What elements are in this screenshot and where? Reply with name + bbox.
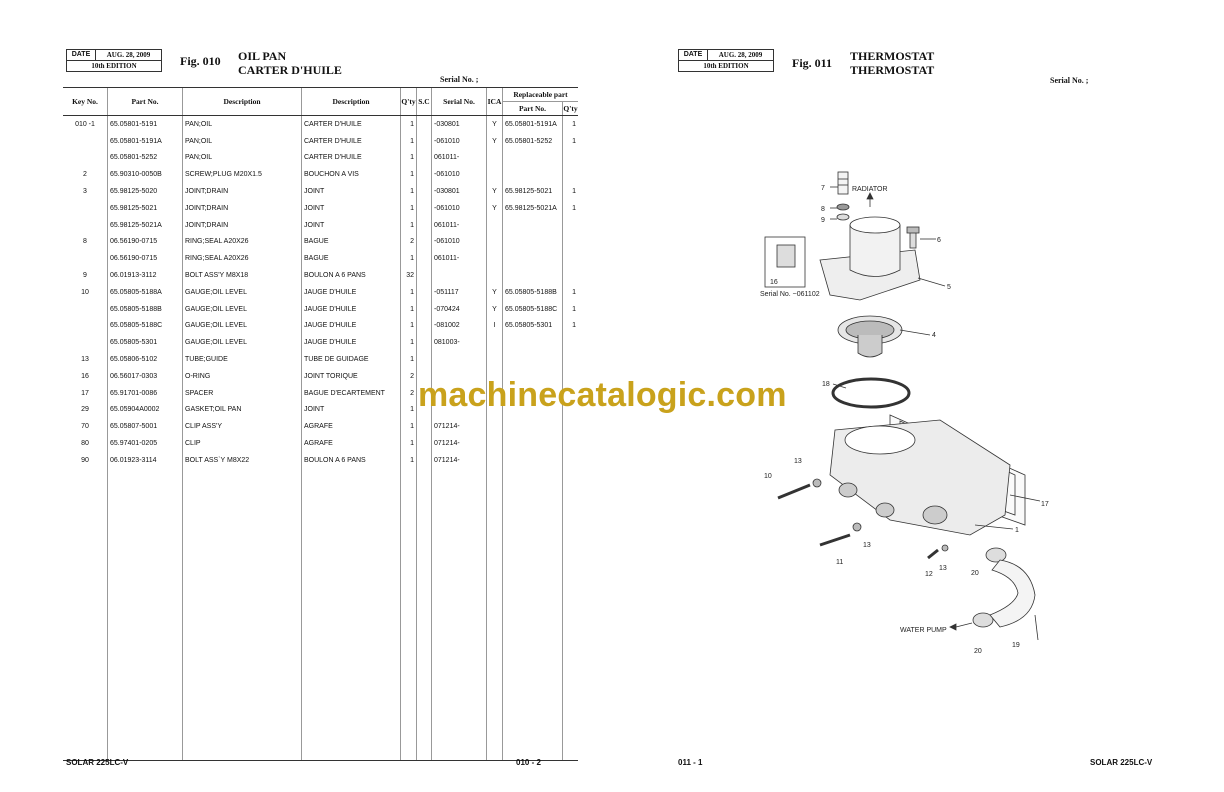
filler-cell [401,469,417,759]
callout-1: 1 [1015,527,1019,534]
cell-ser: 071214- [432,435,487,452]
cell-ica: Y [487,133,503,150]
cell-key: 8 [83,238,87,246]
table-row [63,150,578,167]
header-desc-en: Description [183,88,302,116]
cell-d1: GAUGE;OIL LEVEL [183,284,302,301]
cell-d2: BOUCHON A VIS [302,166,401,183]
cell-rq [563,334,579,351]
cell-key: 29 [81,406,89,414]
cell-ica [487,217,503,234]
cell-rq: 1 [563,318,579,335]
table-end-row [63,759,578,761]
cell-ser: -030801 [432,116,487,133]
cell-rq [563,267,579,284]
cell-sc [417,116,432,133]
cell-d1: SCREW;PLUG M20X1.5 [183,166,302,183]
cell-ser: -061010 [432,133,487,150]
cell-qty: 1 [401,200,417,217]
cell-sc [417,351,432,368]
end-cell [432,759,487,761]
footer-page-right: 011 - 1 [678,758,703,767]
cell-d2: JOINT [302,217,401,234]
radiator-label: RADIATOR [852,186,888,193]
header-serial: Serial No. [432,88,487,116]
end-cell [302,759,401,761]
callout-18: 18 [822,381,830,388]
cell-qty: 1 [401,301,417,318]
cell-rq [563,351,579,368]
filler-cell [302,469,401,759]
cell-part: 65.98125-5021 [108,200,183,217]
cell-qty: 1 [401,217,417,234]
end-cell [487,759,503,761]
cell-part: 65.05801-5191A [108,133,183,150]
cell-d1: JOINT;DRAIN [183,217,302,234]
cell-ser: 061011- [432,150,487,167]
cell-qty: 1 [401,452,417,469]
cell-rpn [503,217,563,234]
cell-part: 65.05904A0002 [108,402,183,419]
cell-rq [563,435,579,452]
footer-model-left: SOLAR 225LC-V [66,758,129,767]
cell-rpn: 65.05805-5188B [503,284,563,301]
date-box-left [66,49,162,72]
cell-rpn [503,452,563,469]
watermark-text: machinecatalogic.com [418,376,787,414]
cell-rq: 1 [563,183,579,200]
cell-rq: 1 [563,284,579,301]
cell-d1: GASKET;OIL PAN [183,402,302,419]
cell-rpn: 65.05805-5188C [503,301,563,318]
footer-page-left: 010 - 2 [516,758,541,767]
cell-qty: 1 [401,250,417,267]
cell-part: 65.05807-5001 [108,418,183,435]
table-row [63,301,578,318]
callout-16: 16 [770,279,778,286]
filler-cell [563,469,579,759]
cell-d1: PAN;OIL [183,116,302,133]
cell-sc [417,334,432,351]
cell-rpn [503,150,563,167]
cell-qty: 1 [401,402,417,419]
cell-sc [417,150,432,167]
cell-d2: JOINT [302,183,401,200]
table-row [63,267,578,284]
cell-ica [487,150,503,167]
cell-sc [417,301,432,318]
cell-d1: JOINT;DRAIN [183,200,302,217]
cell-ser: -061010 [432,200,487,217]
table-row [63,166,578,183]
cell-part: 65.90310-0050B [108,166,183,183]
cell-d1: GAUGE;OIL LEVEL [183,334,302,351]
cell-sc [417,267,432,284]
cell-qty: 1 [401,418,417,435]
end-cell [401,759,417,761]
callout-11: 11 [836,559,844,566]
cell-key: 16 [81,372,89,380]
cell-rpn: 65.05805-5301 [503,318,563,335]
cell-ser: -081002 [432,318,487,335]
table-row [63,183,578,200]
cell-ica: Y [487,284,503,301]
cell-rq [563,217,579,234]
header-rep-qty: Q'ty [563,102,579,116]
cell-ica: Y [487,183,503,200]
filler-cell [183,469,302,759]
cell-ser: 061011- [432,217,487,234]
cell-part: 65.97401-0205 [108,435,183,452]
cell-ser: -061010 [432,166,487,183]
cell-qty: 2 [401,368,417,385]
cell-ica [487,435,503,452]
header-rep-part: Part No. [503,102,563,116]
cell-ser [432,351,487,368]
callout-10: 10 [764,473,772,480]
page-title-fr: THERMOSTAT [850,63,935,77]
cell-ica: I [487,318,503,335]
cell-qty: 1 [401,150,417,167]
cell-d1: CLIP ASS'Y [183,418,302,435]
fig-number: Fig. 011 [792,56,833,70]
cell-key [63,250,108,267]
cell-part: 06.01913-3112 [108,267,183,284]
cell-qty: 1 [401,318,417,335]
table-row [63,318,578,335]
cell-ser: 061011- [432,250,487,267]
cell-part: 65.05806-5102 [108,351,183,368]
cell-d2: CARTER D'HUILE [302,150,401,167]
table-row [63,284,578,301]
page-title-en: OIL PAN [238,49,287,63]
cell-key: 10 [81,288,89,296]
cell-part: 65.05801-5191 [108,116,183,133]
table-header-row [63,88,578,102]
cell-d2: CARTER D'HUILE [302,133,401,150]
cell-key [63,301,108,318]
cell-part: 65.98125-5020 [108,183,183,200]
callout-7: 7 [821,185,825,192]
table-row [63,217,578,234]
cell-sc [417,318,432,335]
cell-key [63,200,108,217]
cell-qty: 1 [401,435,417,452]
cell-ica [487,334,503,351]
edition-label: 10th EDITION [703,62,749,70]
date-label: DATE [67,50,96,60]
serial-label: Serial No. ; [1050,76,1089,85]
cell-d1: CLIP [183,435,302,452]
cell-sc [417,183,432,200]
cell-ica [487,351,503,368]
page-title-en: THERMOSTAT [850,49,935,63]
cell-sc [417,250,432,267]
cell-sc [417,418,432,435]
cell-rq: 1 [563,133,579,150]
cell-key [63,150,108,167]
cell-ser: 071214- [432,452,487,469]
callout-20: 20 [974,648,982,655]
cell-d1: PAN;OIL [183,150,302,167]
cell-qty: 1 [401,133,417,150]
callout-9: 9 [821,217,825,224]
serial-note-label: Serial No. ~061102 [760,291,820,298]
cell-key: 13 [81,356,89,364]
cell-qty: 2 [401,234,417,251]
cell-rpn [503,418,563,435]
cell-ica [487,234,503,251]
cell-rpn [503,234,563,251]
table-row [63,334,578,351]
cell-rpn [503,166,563,183]
cell-key: 80 [81,440,89,448]
cell-rpn [503,334,563,351]
cell-rpn: 65.98125-5021A [503,200,563,217]
cell-key [63,334,108,351]
cell-ica: Y [487,116,503,133]
cell-d1: BOLT ASS'Y M8X18 [183,267,302,284]
cell-rq [563,250,579,267]
cell-d2: JOINT [302,402,401,419]
cell-part: 65.05805-5188B [108,301,183,318]
filler-cell [63,469,108,759]
cell-d2: JAUGE D'HUILE [302,301,401,318]
cell-key: 70 [81,423,89,431]
callout-12: 12 [925,571,933,578]
filler-cell [432,469,487,759]
cell-key: 9 [83,272,87,280]
cell-rq [563,150,579,167]
callout-5: 5 [947,284,951,291]
cell-d1: BOLT ASS`Y M8X22 [183,452,302,469]
table-row [63,200,578,217]
cell-d2: BAGUE [302,234,401,251]
cell-rq [563,234,579,251]
callout-13: 13 [863,542,871,549]
header-ica: ICA [487,88,503,116]
cell-d2: AGRAFE [302,418,401,435]
page-title-fr: CARTER D'HUILE [238,63,342,77]
cell-part: 06.56190-0715 [108,250,183,267]
cell-part: 06.56017-0303 [108,368,183,385]
cell-ser: -030801 [432,183,487,200]
callout-13: 13 [794,458,802,465]
cell-rpn [503,351,563,368]
cell-ser: -051117 [432,284,487,301]
header-key: Key No. [63,88,108,116]
cell-d1: PAN;OIL [183,133,302,150]
cell-d2: JAUGE D'HUILE [302,334,401,351]
callout-20: 20 [971,570,979,577]
cell-sc [417,166,432,183]
cell-d2: JAUGE D'HUILE [302,318,401,335]
cell-part: 65.05805-5188C [108,318,183,335]
edition-label: 10th EDITION [91,62,137,70]
cell-rpn [503,250,563,267]
table-row [63,435,578,452]
table-row [63,418,578,435]
header-sc: S.C [417,88,432,116]
cell-ser: -070424 [432,301,487,318]
table-row [63,452,578,469]
cell-ser: 071214- [432,418,487,435]
cell-rpn: 65.05801-5191A [503,116,563,133]
cell-sc [417,452,432,469]
cell-ica [487,250,503,267]
cell-sc [417,234,432,251]
header-part: Part No. [108,88,183,116]
header-qty: Q'ty [401,88,417,116]
water-pump-label: WATER PUMP [900,627,947,634]
cell-qty: 1 [401,183,417,200]
cell-qty: 1 [401,166,417,183]
cell-sc [417,284,432,301]
cell-d2: AGRAFE [302,435,401,452]
table-row [63,116,578,133]
cell-d2: TUBE DE GUIDAGE [302,351,401,368]
cell-qty: 2 [401,385,417,402]
cell-ica: Y [487,301,503,318]
serial-label: Serial No. ; [440,75,479,84]
cell-rpn [503,435,563,452]
cell-part: 65.05805-5188A [108,284,183,301]
callout-19: 19 [1012,642,1020,649]
header-desc-fr: Description [302,88,401,116]
cell-qty: 32 [401,267,417,284]
date-value: AUG. 28, 2009 [718,51,763,59]
date-label: DATE [679,50,708,60]
parts-table [63,87,578,761]
end-cell [183,759,302,761]
cell-key: 2 [83,171,87,179]
fig-number: Fig. 010 [180,54,221,68]
cell-rpn: 65.98125-5021 [503,183,563,200]
cell-part: 06.56190-0715 [108,234,183,251]
cell-rq: 1 [563,301,579,318]
cell-d1: RING;SEAL A20X26 [183,234,302,251]
cell-rq [563,452,579,469]
cell-d1: TUBE;GUIDE [183,351,302,368]
cell-part: 65.05805-5301 [108,334,183,351]
cell-key: 17 [81,389,89,397]
cell-qty: 1 [401,351,417,368]
cell-qty: 1 [401,284,417,301]
callout-6: 6 [937,237,941,244]
cell-d2: BAGUE D'ECARTEMENT [302,385,401,402]
cell-d2: JOINT [302,200,401,217]
filler-cell [503,469,563,759]
cell-d2: BOULON A 6 PANS [302,452,401,469]
cell-key [63,217,108,234]
cell-d2: BAGUE [302,250,401,267]
cell-rq [563,166,579,183]
cell-ser [432,267,487,284]
cell-ica [487,166,503,183]
cell-part: 65.98125-5021A [108,217,183,234]
callout-17: 17 [1041,501,1049,508]
cell-d1: GAUGE;OIL LEVEL [183,318,302,335]
header-replaceable: Replaceable part [503,88,579,102]
cell-key: 010 -1 [75,120,95,128]
cell-part: 65.05801-5252 [108,150,183,167]
cell-ser: 081003- [432,334,487,351]
cell-ser: -061010 [432,234,487,251]
filler-cell [108,469,183,759]
date-box-right [678,49,774,72]
table-row [63,250,578,267]
cell-ica [487,418,503,435]
end-cell [563,759,579,761]
cell-d2: BOULON A 6 PANS [302,267,401,284]
end-cell [417,759,432,761]
cell-part: 65.91701-0086 [108,385,183,402]
cell-d2: JOINT TORIQUE [302,368,401,385]
cell-ica: Y [487,200,503,217]
cell-rq: 1 [563,116,579,133]
cell-d1: SPACER [183,385,302,402]
cell-d1: GAUGE;OIL LEVEL [183,301,302,318]
table-filler-row [63,469,578,759]
cell-sc [417,217,432,234]
date-value: AUG. 28, 2009 [106,51,151,59]
cell-d2: JAUGE D'HUILE [302,284,401,301]
table-row [63,351,578,368]
cell-sc [417,200,432,217]
cell-qty: 1 [401,334,417,351]
cell-key: 90 [81,456,89,464]
filler-cell [417,469,432,759]
cell-d1: JOINT;DRAIN [183,183,302,200]
cell-ica [487,452,503,469]
cell-key [63,318,108,335]
cell-rq: 1 [563,200,579,217]
cell-d2: CARTER D'HUILE [302,116,401,133]
cell-rpn: 65.05801-5252 [503,133,563,150]
cell-rq [563,418,579,435]
cell-d1: RING;SEAL A20X26 [183,250,302,267]
cell-key: 3 [83,188,87,196]
table-row [63,133,578,150]
thermostat-diagram [740,165,1070,665]
callout-8: 8 [821,206,825,213]
cell-sc [417,435,432,452]
cell-qty: 1 [401,116,417,133]
callout-13: 13 [939,565,947,572]
cell-rpn [503,267,563,284]
cell-ica [487,267,503,284]
cell-part: 06.01923-3114 [108,452,183,469]
table-row [63,234,578,251]
cell-d1: O-RING [183,368,302,385]
filler-cell [487,469,503,759]
cell-sc [417,133,432,150]
cell-key [63,133,108,150]
callout-4: 4 [932,332,936,339]
footer-model-right: SOLAR 225LC-V [1090,758,1153,767]
